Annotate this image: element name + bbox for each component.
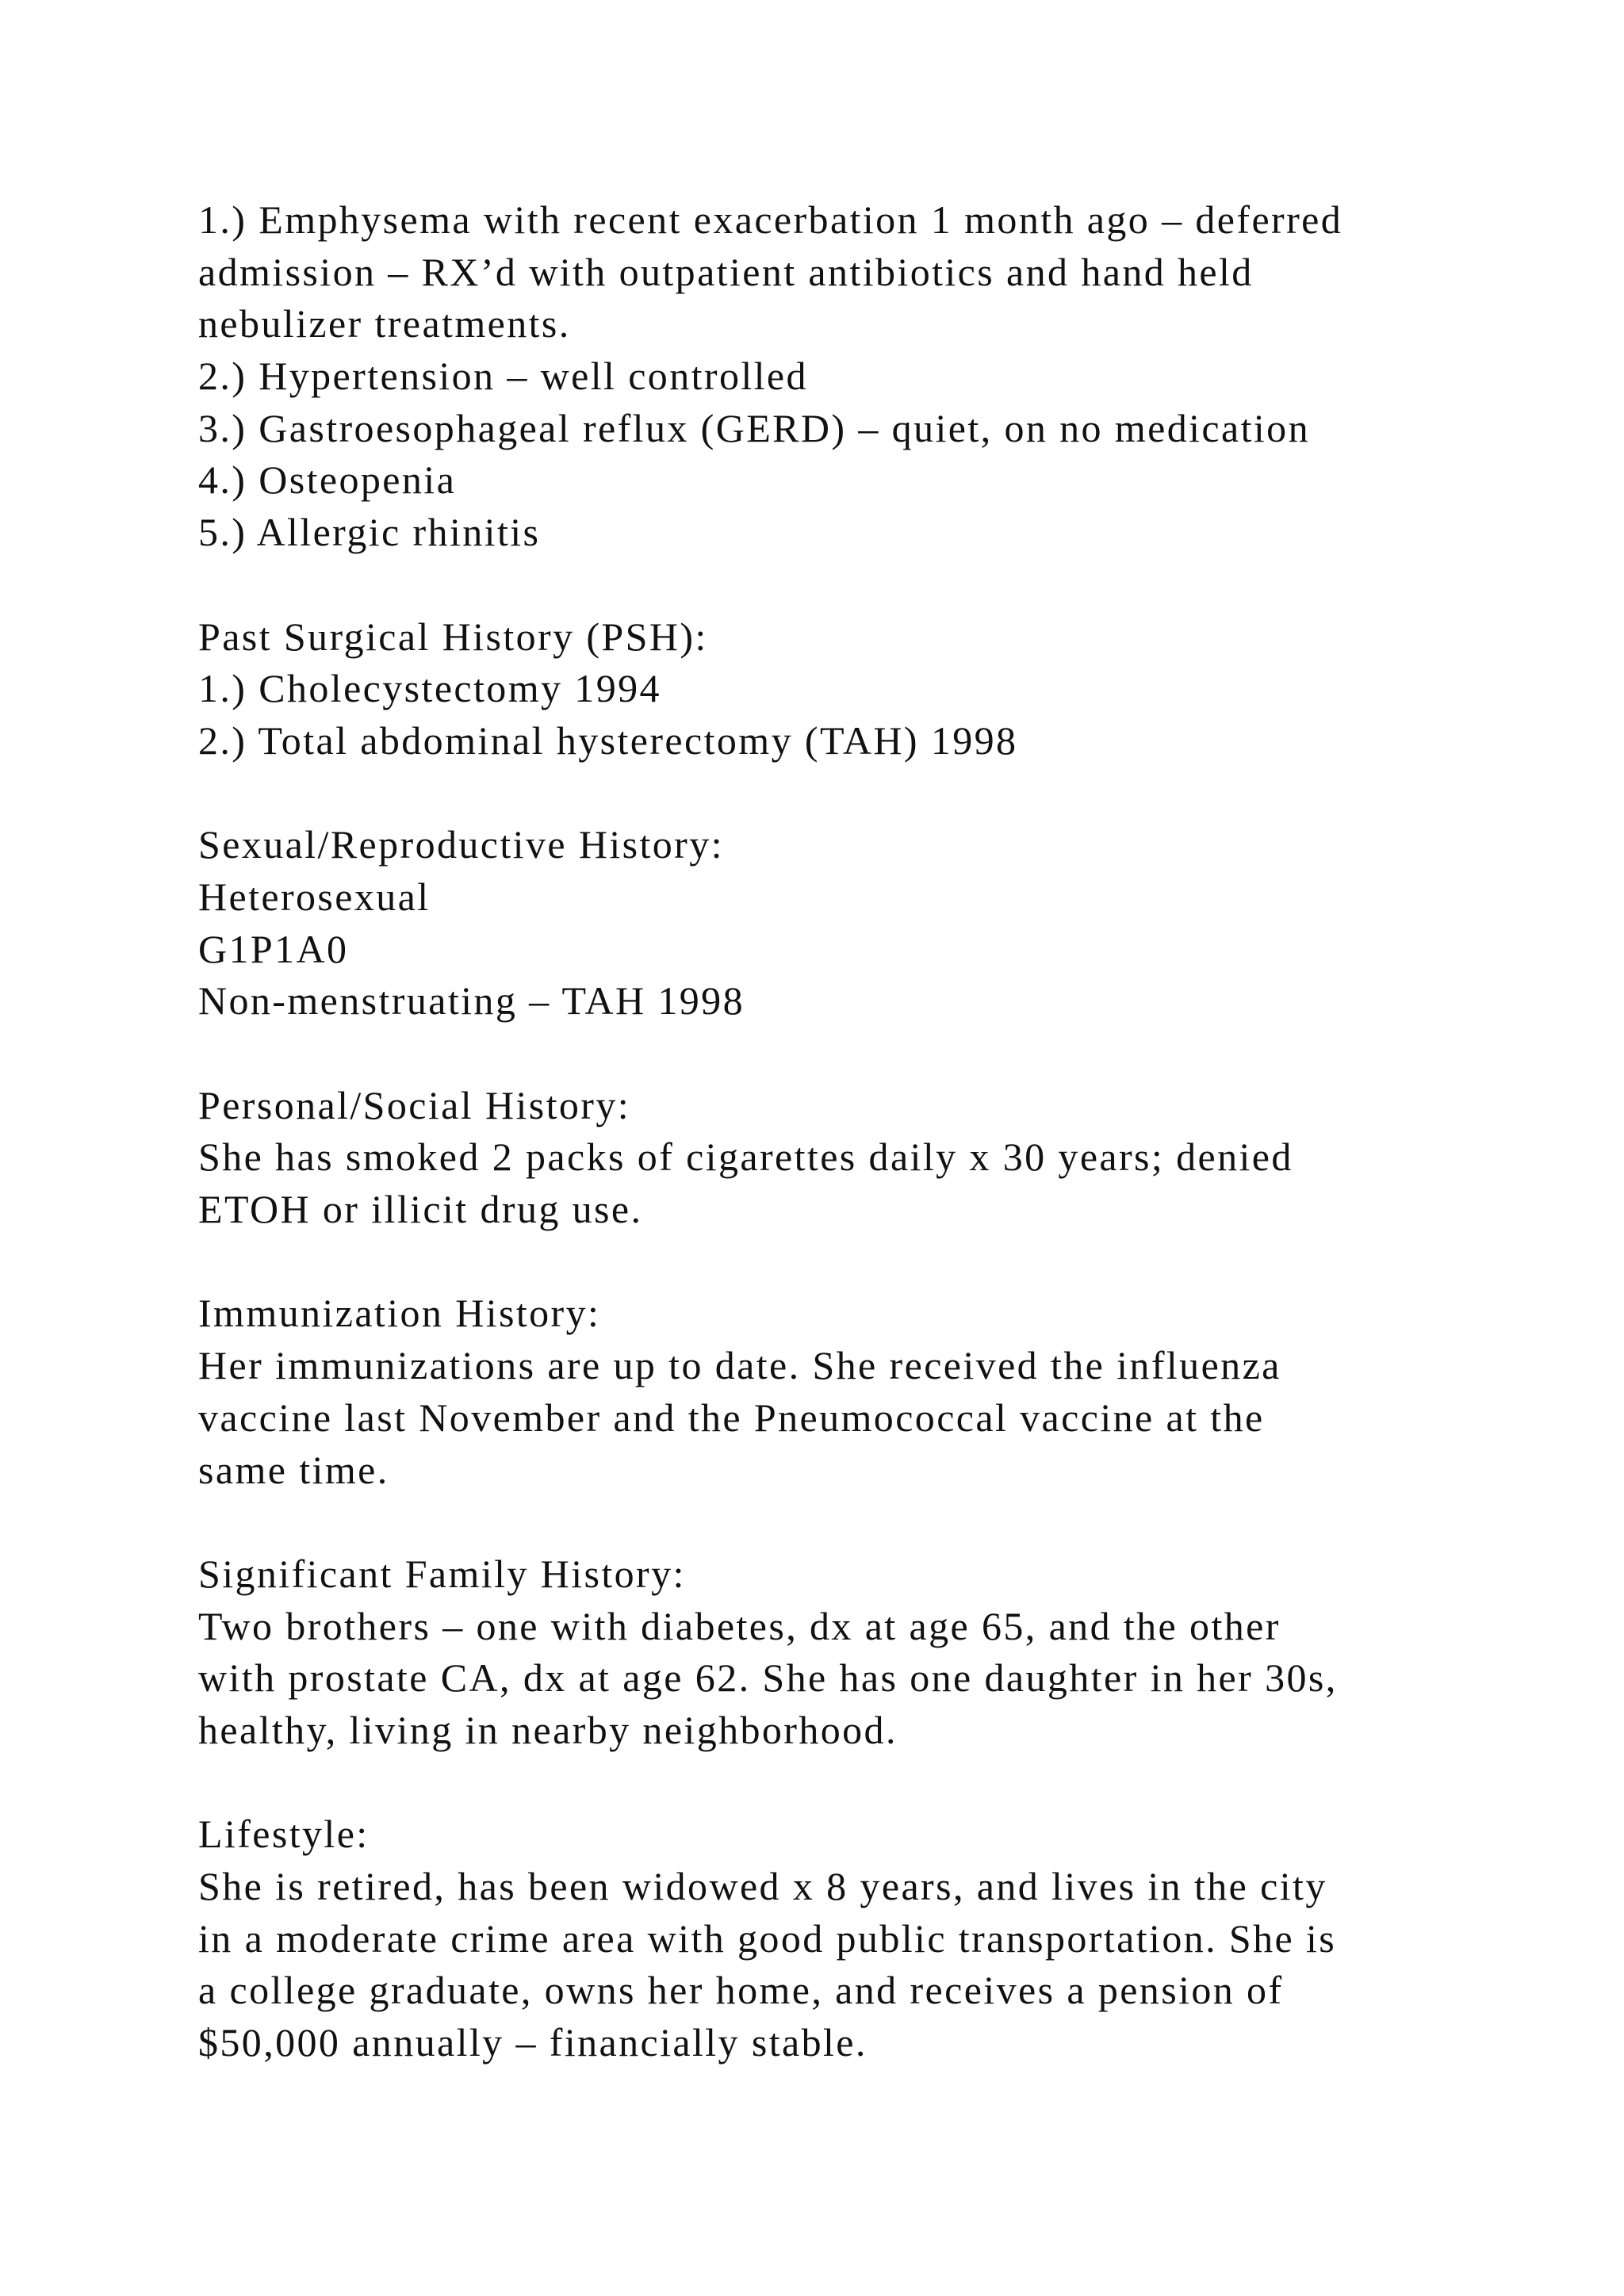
social-history-heading: Personal/Social History: xyxy=(198,1082,631,1127)
document-body xyxy=(198,194,1467,2069)
immunization-history-section xyxy=(198,1288,1467,1496)
problem-line: 1.) Emphysema with recent exacerbation 1 month ago – deferred xyxy=(198,197,1343,242)
family-history-heading: Significant Family History: xyxy=(198,1551,686,1596)
problem-line: 3.) Gastroesophageal reflux (GERD) – quiet, on no medication xyxy=(198,405,1310,450)
sexual-history-line: G1P1A0 xyxy=(198,926,349,971)
problem-line: 4.) Osteopenia xyxy=(198,457,457,503)
immunization-history-line: same time. xyxy=(198,1447,389,1492)
family-history-line: Two brothers – one with diabetes, dx at age 65, and the other xyxy=(198,1603,1281,1648)
surgical-history-line: 1.) Cholecystectomy 1994 xyxy=(198,666,661,711)
paragraph-gap xyxy=(198,1496,1467,1548)
social-history-line: ETOH or illicit drug use. xyxy=(198,1187,643,1232)
paragraph-gap xyxy=(198,1757,1467,1809)
immunization-history-heading: Immunization History: xyxy=(198,1291,601,1336)
lifestyle-heading: Lifestyle: xyxy=(198,1812,370,1857)
paragraph-gap xyxy=(198,767,1467,820)
lifestyle-line: She is retired, has been widowed x 8 years, and lives in the city xyxy=(198,1864,1327,1908)
sexual-history-heading: Sexual/Reproductive History: xyxy=(198,822,724,867)
problem-line: admission – RX’d with outpatient antibiotics and hand held xyxy=(198,249,1254,294)
family-history-line: with prostate CA, dx at age 62. She has one daughter in her 30s, xyxy=(198,1655,1338,1701)
immunization-history-line: vaccine last November and the Pneumococcal vaccine at the xyxy=(198,1395,1265,1440)
sexual-history-line: Heterosexual xyxy=(198,874,431,919)
surgical-history-heading: Past Surgical History (PSH): xyxy=(198,614,708,659)
social-history-section xyxy=(198,1080,1467,1236)
problem-line: 5.) Allergic rhinitis xyxy=(198,510,541,555)
surgical-history-line: 2.) Total abdominal hysterectomy (TAH) 1998 xyxy=(198,718,1018,763)
family-history-section xyxy=(198,1548,1467,1757)
lifestyle-line: a college graduate, owns her home, and receives a pension of xyxy=(198,1968,1284,2013)
problem-line: nebulizer treatments. xyxy=(198,301,571,346)
paragraph-gap xyxy=(198,1236,1467,1288)
immunization-history-line: Her immunizations are up to date. She received the influenza xyxy=(198,1343,1281,1388)
sexual-history-line: Non-menstruating – TAH 1998 xyxy=(198,978,745,1024)
lifestyle-section xyxy=(198,1808,1467,2068)
surgical-history-section xyxy=(198,611,1467,767)
paragraph-gap xyxy=(198,559,1467,611)
problem-list xyxy=(198,194,1467,559)
problem-line: 2.) Hypertension – well controlled xyxy=(198,354,808,399)
social-history-line: She has smoked 2 packs of cigarettes daily x 30 years; denied xyxy=(198,1135,1293,1180)
sexual-history-section xyxy=(198,819,1467,1027)
lifestyle-line: $50,000 annually – financially stable. xyxy=(198,2020,868,2065)
lifestyle-line: in a moderate crime area with good public transportation. She is xyxy=(198,1915,1337,1961)
paragraph-gap xyxy=(198,1027,1467,1080)
family-history-line: healthy, living in nearby neighborhood. xyxy=(198,1707,898,1752)
